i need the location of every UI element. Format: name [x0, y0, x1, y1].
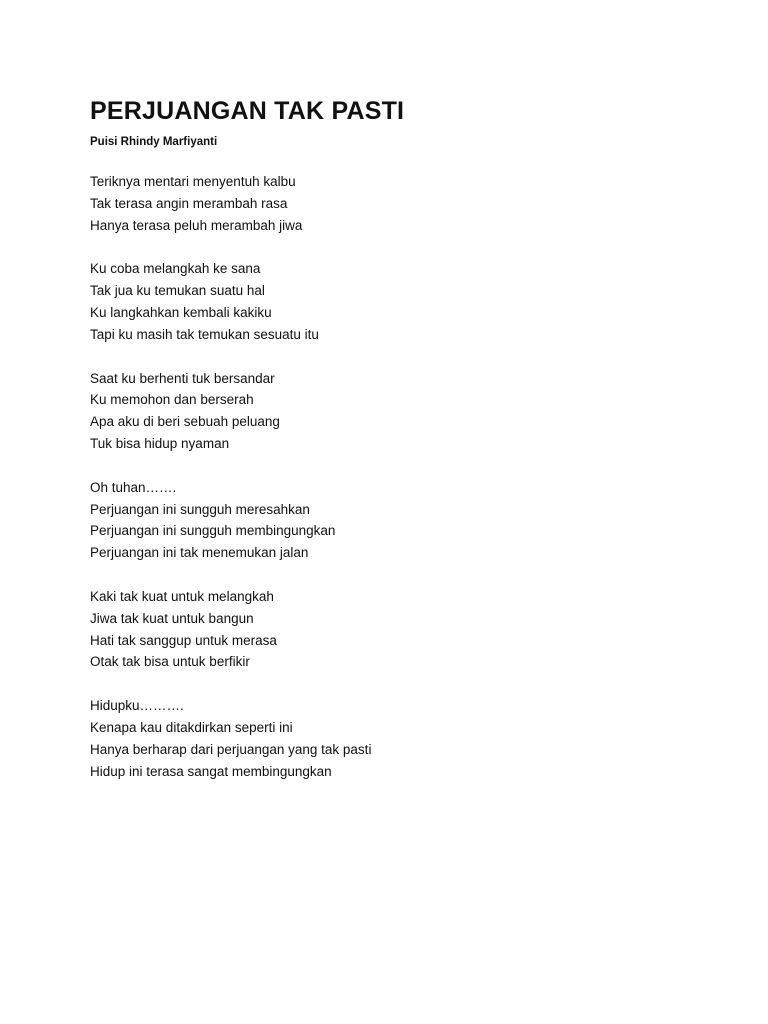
poem-line: Hati tak sanggup untuk merasa — [90, 632, 277, 648]
poem-line: Kaki tak kuat untuk melangkah — [90, 588, 274, 604]
poem-line: Hanya terasa peluh merambah jiwa — [90, 217, 303, 233]
poem-body — [90, 171, 710, 782]
stanza-4 — [90, 477, 710, 564]
poem-line: Perjuangan ini sungguh membingungkan — [90, 523, 336, 539]
poem-line: Hidup ini terasa sangat membingungkan — [90, 763, 332, 779]
poem-line: Apa aku di beri sebuah peluang — [90, 414, 280, 430]
poem-line: Hidupku………. — [90, 698, 184, 714]
poem-author: Puisi Rhindy Marfiyanti — [90, 136, 218, 148]
poem-line: Ku coba melangkah ke sana — [90, 261, 261, 277]
stanza-2 — [90, 258, 710, 345]
poem-line: Ku memohon dan berserah — [90, 392, 254, 408]
poem-line: Jiwa tak kuat untuk bangun — [90, 610, 254, 626]
poem-line: Saat ku berhenti tuk bersandar — [90, 370, 275, 386]
poem-title: PERJUANGAN TAK PASTI — [90, 97, 405, 125]
poem-line: Perjuangan ini tak menemukan jalan — [90, 545, 309, 561]
stanza-1 — [90, 171, 710, 236]
poem-line: Kenapa kau ditakdirkan seperti ini — [90, 719, 293, 735]
poem-line: Otak tak bisa untuk berfikir — [90, 654, 250, 670]
poem-line: Tak jua ku temukan suatu hal — [90, 283, 265, 299]
poem-line: Ku langkahkan kembali kakiku — [90, 304, 272, 320]
poem-line: Perjuangan ini sungguh meresahkan — [90, 501, 310, 517]
document-content — [90, 95, 710, 804]
poem-line: Hanya berharap dari perjuangan yang tak pasti — [90, 741, 372, 757]
stanza-6 — [90, 695, 710, 782]
poem-line: Oh tuhan……. — [90, 479, 177, 495]
poem-line: Tapi ku masih tak temukan sesuatu itu — [90, 326, 319, 342]
poem-line: Teriknya mentari menyentuh kalbu — [90, 174, 296, 189]
poem-line: Tuk bisa hidup nyaman — [90, 435, 230, 451]
stanza-3 — [90, 368, 710, 455]
poem-line: Tak terasa angin merambah rasa — [90, 195, 288, 211]
stanza-5 — [90, 586, 710, 673]
